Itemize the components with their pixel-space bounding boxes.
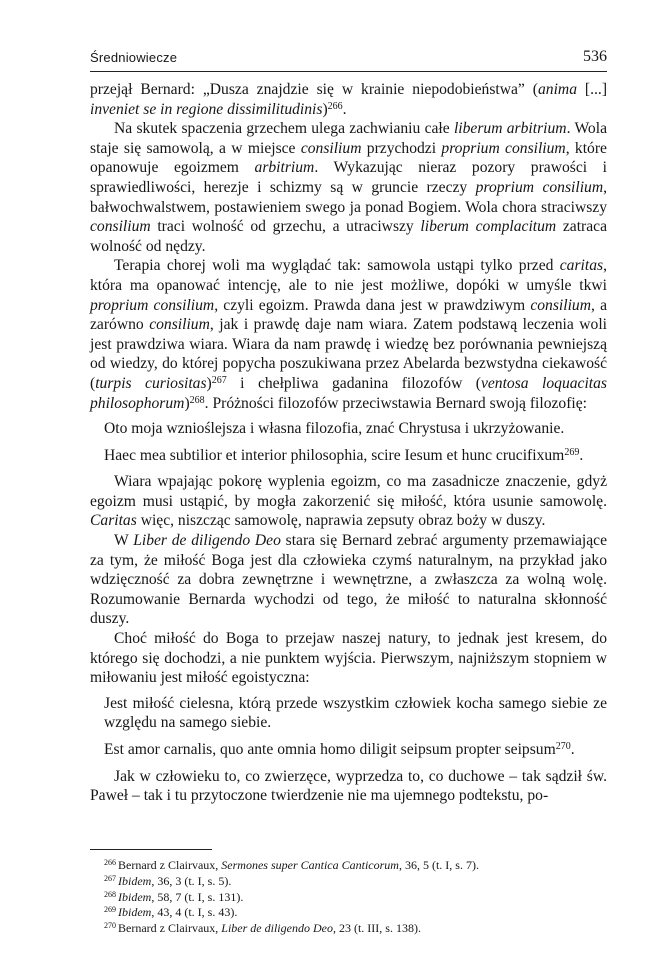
main-text [90,80,607,806]
block-quote-polish-1: Oto moja wznioślejsza i własna filozofia, znać Chrystusa i ukrzyżowanie. [104,420,565,438]
footnote-270: $^{270}$ Bernard z Clairvaux, Liber de diligendo Deo, 23 (t. III, s. 138). [104,921,421,936]
footnote-269: $^{269}$ Ibidem, 43, 4 (t. I, s. 43). [104,905,238,920]
paragraph-7: Jak w człowieku to, co zwierzęce, wyprzedza to, co duchowe – tak sądził św. Paweł – tak i tu przytoczone twierdzenie nie ma ujemnego podtekstu, po- [90,767,607,805]
footnotes [90,858,607,937]
paragraph-5: W Liber de diligendo Deo stara się Bernard zebrać argumenty przemawiające za tym, że miłość Boga jest dla człowieka czymś naturalnym, na przykład jako wdzięczność za dobra zewnętrzne i wewnętrzne, a zwłaszcza za wolną wolę. Rozumowanie Bernarda wychodzi od tego, że miłość to naturalna skłonność duszy. [90,532,607,628]
footnote-266: $^{266}$ Bernard z Clairvaux, Sermones super Cantica Canticorum, 36, 5 (t. I, s. 7). [104,858,479,872]
running-header [90,50,607,70]
paragraph-6: Choć miłość do Boga to przejaw naszej natury, to jednak jest kresem, do którego się dochodzi, a nie punktem wyjścia. Pierwszym, najniższym stopniem w miłowaniu jest miłość egoistyczna: [90,630,607,687]
footnote-ref-269[interactable]: 269 [564,446,580,458]
footnote-267: $^{267}$ Ibidem, 36, 3 (t. I, s. 5). [104,873,232,888]
footnote-ref-270[interactable]: 270 [555,741,571,752]
page-number: 536 [583,48,607,65]
paragraph-2: Na skutek spaczenia grzechem ulega zachwianiu całe liberum arbitrium. Wola staje się samowolą, a w miejsce consilium przychodzi proprium consilium, które opanowuje egoizmem arbitrium. Wykazując nieraz pozory prawości i sprawiedliwości, herezje i schizmy są w gruncie rzeczy proprium consilium, bałwochwalstwem, postawieniem swego ja ponad Bogiem. Wola chora straciwszy consilium traci wolność od grzechu, a utraciwszy liberum complacitum zatraca wolność od nędzy. [90,120,607,255]
paragraph-4: Wiara wpajając pokorę wyplenia egoizm, co ma zasadnicze znaczenie, gdyż egoizm musi ustąpić, by mogła zakorzenić się miłość, która usunie samowolę. Caritas więc, niszcząc samowolę, naprawia zepsuty obraz boży w duszy. [90,473,607,530]
running-title: Średniowiecze [90,50,178,65]
block-quote-polish-2: Jest miłość cielesna, którą przede wszystkim człowiek kocha samego siebie ze względu na samego siebie. [104,694,607,732]
block-quote-latin-1: Haec mea subtilior et interior philosophia, scire Iesum et hunc crucifixum$^{269}$. [104,446,584,464]
block-quote-latin-2: Est amor carnalis, quo ante omnia homo diligit seipsum propter seipsum$^{270}$. [104,741,575,758]
footnote-ref-267[interactable]: 267 [211,374,227,386]
footnote-ref-266[interactable]: 266 [327,100,343,112]
header-rule [90,71,607,72]
footnote-ref-268[interactable]: 268 [189,394,205,406]
footnote-rule [90,849,212,850]
footnote-268: $^{268}$ Ibidem, 58, 7 (t. I, s. 131). [104,889,244,904]
paragraph-1: przejął Bernard: „Dusza znajdzie się w krainie niepodobieństwa” (anima [...] inveniet se in regione dissimilitudinis)$^{266}$. [90,81,608,118]
paragraph-3: Terapia chorej woli ma wyglądać tak: samowola ustąpi tylko przed caritas, która ma opanować intencję, ale to nie jest możliwe, dopóki w umyśle tkwi proprium consilium, czyli egoizm. Prawda dana jest w prawdziwym consilium, a zarówno consilium, jak i prawdę daje nam wiara. Zatem podstawą leczenia woli jest prawdziwa wiara. Wiara da nam prawdę i wiedzę bez porównania pewniejszą od wiedzy, do której popycha poszukiwana przez Abelarda bezwstydna ciekawość (turpis curiositas)$^{267}$ i chełpliwa gadanina filozofów (ventosa loquacitas philosophorum)$^{268}$. Próżności filozofów przeciwstawia Bernard swoją filozofię: [90,257,607,412]
